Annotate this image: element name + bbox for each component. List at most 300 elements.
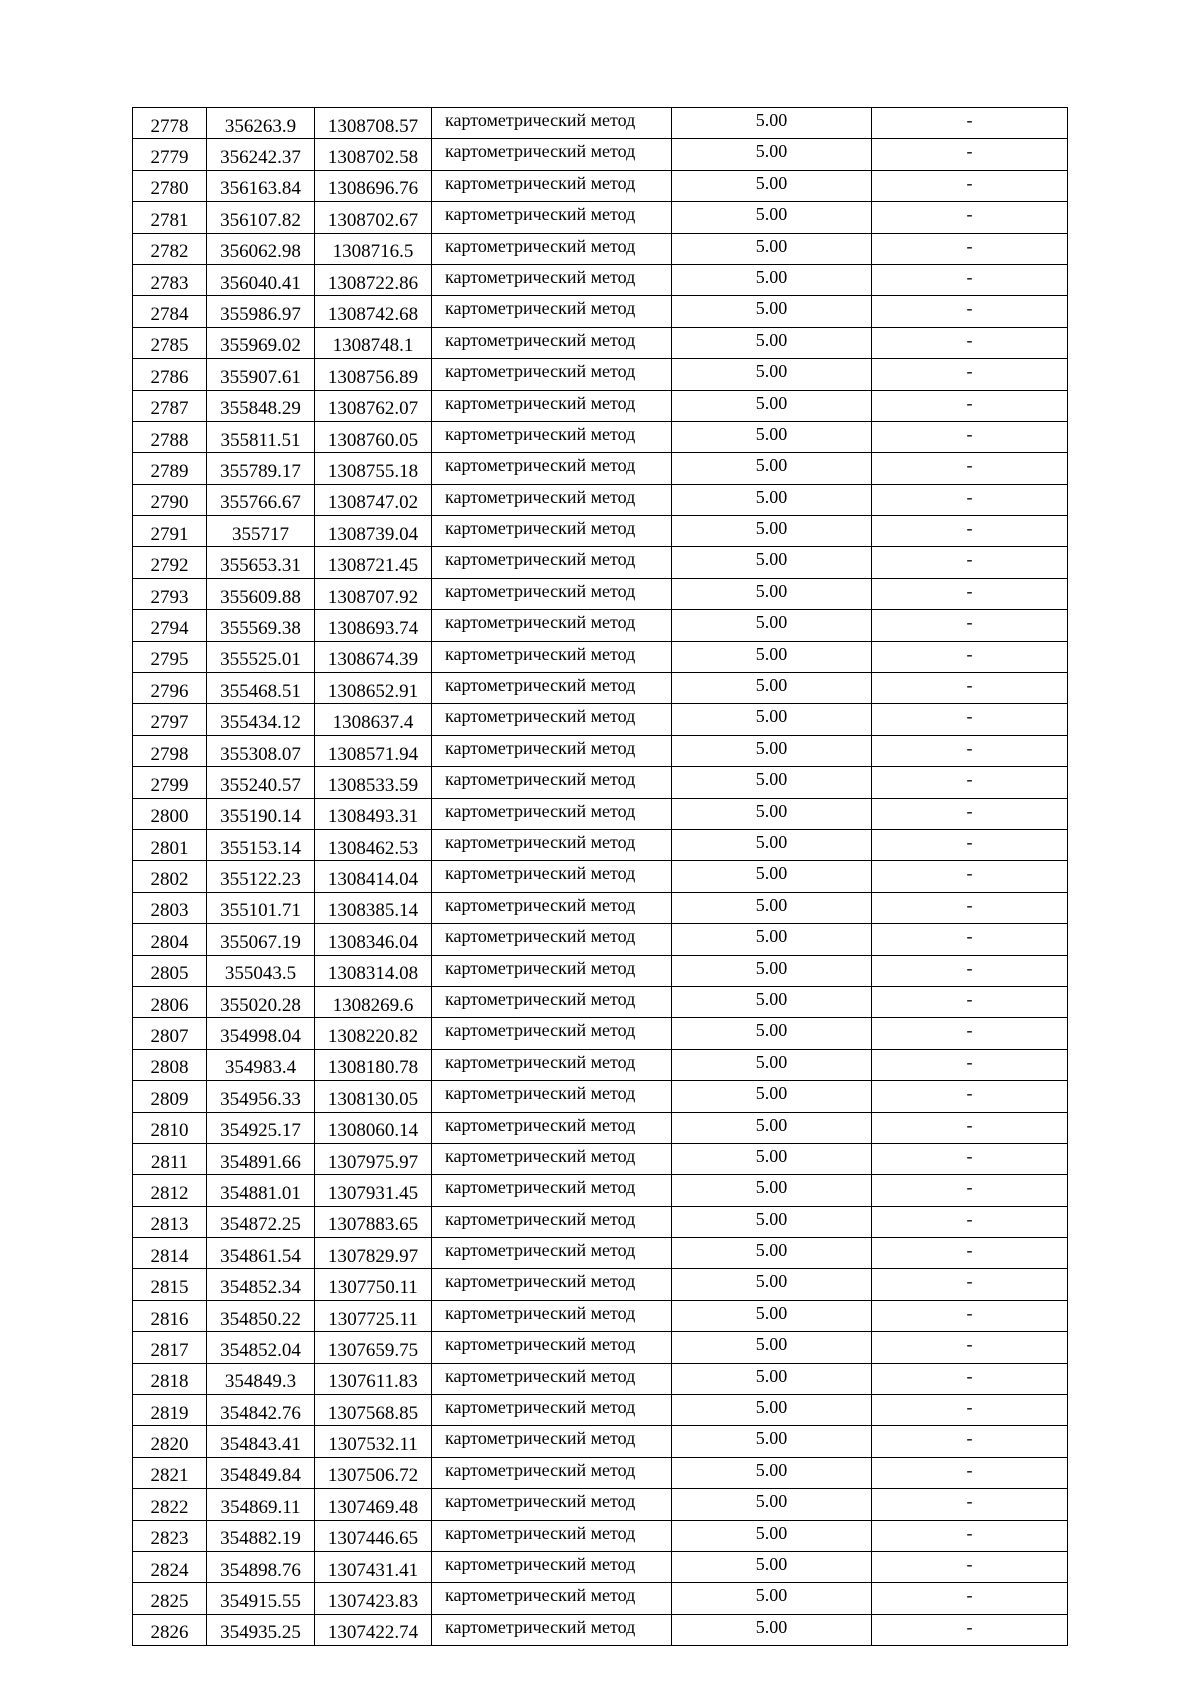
- y-coordinate-cell: 1307431.41: [315, 1551, 432, 1582]
- accuracy-cell: 5.00: [672, 233, 872, 264]
- x-coordinate-cell: 355986.97: [207, 296, 315, 327]
- point-number-cell: 2820: [133, 1426, 207, 1457]
- table-row: [133, 1300, 1068, 1331]
- note-cell: -: [872, 1112, 1068, 1143]
- x-coordinate-cell: 354998.04: [207, 1018, 315, 1049]
- note-cell: -: [872, 767, 1068, 798]
- table-row: [133, 1551, 1068, 1582]
- method-cell: картометрический метод: [432, 484, 672, 515]
- note-cell: -: [872, 1269, 1068, 1300]
- accuracy-cell: 5.00: [672, 1206, 872, 1237]
- note-cell: -: [872, 296, 1068, 327]
- table-row: [133, 735, 1068, 766]
- point-number-cell: 2783: [133, 264, 207, 295]
- y-coordinate-cell: 1308748.1: [315, 327, 432, 358]
- method-cell: картометрический метод: [432, 139, 672, 170]
- y-coordinate-cell: 1307931.45: [315, 1175, 432, 1206]
- point-number-cell: 2797: [133, 704, 207, 735]
- x-coordinate-cell: 354882.19: [207, 1520, 315, 1551]
- method-cell: картометрический метод: [432, 767, 672, 798]
- table-row: [133, 1332, 1068, 1363]
- table-row: [133, 1426, 1068, 1457]
- note-cell: -: [872, 484, 1068, 515]
- method-cell: картометрический метод: [432, 1300, 672, 1331]
- point-number-cell: 2808: [133, 1049, 207, 1080]
- point-number-cell: 2780: [133, 170, 207, 201]
- point-number-cell: 2814: [133, 1238, 207, 1269]
- accuracy-cell: 5.00: [672, 892, 872, 923]
- table-row: [133, 641, 1068, 672]
- x-coordinate-cell: 354850.22: [207, 1300, 315, 1331]
- y-coordinate-cell: 1308702.67: [315, 202, 432, 233]
- note-cell: -: [872, 1363, 1068, 1394]
- table-row: [133, 829, 1068, 860]
- y-coordinate-cell: 1308702.58: [315, 139, 432, 170]
- accuracy-cell: 5.00: [672, 170, 872, 201]
- method-cell: картометрический метод: [432, 578, 672, 609]
- accuracy-cell: 5.00: [672, 578, 872, 609]
- note-cell: -: [872, 610, 1068, 641]
- note-cell: -: [872, 986, 1068, 1017]
- point-number-cell: 2794: [133, 610, 207, 641]
- method-cell: картометрический метод: [432, 359, 672, 390]
- accuracy-cell: 5.00: [672, 1395, 872, 1426]
- method-cell: картометрический метод: [432, 1363, 672, 1394]
- method-cell: картометрический метод: [432, 547, 672, 578]
- point-number-cell: 2823: [133, 1520, 207, 1551]
- note-cell: -: [872, 1489, 1068, 1520]
- table-row: [133, 1049, 1068, 1080]
- point-number-cell: 2803: [133, 892, 207, 923]
- y-coordinate-cell: 1308571.94: [315, 735, 432, 766]
- table-row: [133, 1175, 1068, 1206]
- note-cell: -: [872, 892, 1068, 923]
- x-coordinate-cell: 355240.57: [207, 767, 315, 798]
- note-cell: -: [872, 673, 1068, 704]
- table-row: [133, 453, 1068, 484]
- x-coordinate-cell: 354842.76: [207, 1395, 315, 1426]
- y-coordinate-cell: 1308674.39: [315, 641, 432, 672]
- table-row: [133, 1238, 1068, 1269]
- accuracy-cell: 5.00: [672, 421, 872, 452]
- table-row: [133, 673, 1068, 704]
- note-cell: -: [872, 861, 1068, 892]
- method-cell: картометрический метод: [432, 264, 672, 295]
- note-cell: -: [872, 233, 1068, 264]
- point-number-cell: 2793: [133, 578, 207, 609]
- table-row: [133, 1143, 1068, 1174]
- note-cell: -: [872, 829, 1068, 860]
- method-cell: картометрический метод: [432, 202, 672, 233]
- x-coordinate-cell: 356163.84: [207, 170, 315, 201]
- accuracy-cell: 5.00: [672, 641, 872, 672]
- note-cell: -: [872, 139, 1068, 170]
- accuracy-cell: 5.00: [672, 1269, 872, 1300]
- y-coordinate-cell: 1308747.02: [315, 484, 432, 515]
- y-coordinate-cell: 1307659.75: [315, 1332, 432, 1363]
- note-cell: -: [872, 1143, 1068, 1174]
- point-number-cell: 2792: [133, 547, 207, 578]
- y-coordinate-cell: 1307422.74: [315, 1614, 432, 1645]
- y-coordinate-cell: 1308346.04: [315, 924, 432, 955]
- y-coordinate-cell: 1308762.07: [315, 390, 432, 421]
- method-cell: картометрический метод: [432, 1049, 672, 1080]
- accuracy-cell: 5.00: [672, 1363, 872, 1394]
- y-coordinate-cell: 1308739.04: [315, 516, 432, 547]
- table-row: [133, 1614, 1068, 1645]
- x-coordinate-cell: 355907.61: [207, 359, 315, 390]
- note-cell: -: [872, 202, 1068, 233]
- method-cell: картометрический метод: [432, 1269, 672, 1300]
- accuracy-cell: 5.00: [672, 1081, 872, 1112]
- note-cell: -: [872, 578, 1068, 609]
- point-number-cell: 2802: [133, 861, 207, 892]
- y-coordinate-cell: 1308385.14: [315, 892, 432, 923]
- y-coordinate-cell: 1308742.68: [315, 296, 432, 327]
- note-cell: -: [872, 1551, 1068, 1582]
- y-coordinate-cell: 1308708.57: [315, 108, 432, 139]
- accuracy-cell: 5.00: [672, 1520, 872, 1551]
- point-number-cell: 2801: [133, 829, 207, 860]
- x-coordinate-cell: 355020.28: [207, 986, 315, 1017]
- accuracy-cell: 5.00: [672, 1614, 872, 1645]
- note-cell: -: [872, 359, 1068, 390]
- accuracy-cell: 5.00: [672, 1175, 872, 1206]
- table-row: [133, 1520, 1068, 1551]
- method-cell: картометрический метод: [432, 955, 672, 986]
- accuracy-cell: 5.00: [672, 139, 872, 170]
- table-row: [133, 327, 1068, 358]
- x-coordinate-cell: 355043.5: [207, 955, 315, 986]
- table-row: [133, 233, 1068, 264]
- y-coordinate-cell: 1307883.65: [315, 1206, 432, 1237]
- y-coordinate-cell: 1308707.92: [315, 578, 432, 609]
- y-coordinate-cell: 1308130.05: [315, 1081, 432, 1112]
- x-coordinate-cell: 355789.17: [207, 453, 315, 484]
- y-coordinate-cell: 1308220.82: [315, 1018, 432, 1049]
- accuracy-cell: 5.00: [672, 924, 872, 955]
- method-cell: картометрический метод: [432, 1551, 672, 1582]
- accuracy-cell: 5.00: [672, 1583, 872, 1614]
- point-number-cell: 2821: [133, 1457, 207, 1488]
- method-cell: картометрический метод: [432, 1081, 672, 1112]
- accuracy-cell: 5.00: [672, 516, 872, 547]
- method-cell: картометрический метод: [432, 924, 672, 955]
- table-row: [133, 516, 1068, 547]
- accuracy-cell: 5.00: [672, 610, 872, 641]
- note-cell: -: [872, 1426, 1068, 1457]
- point-number-cell: 2800: [133, 798, 207, 829]
- accuracy-cell: 5.00: [672, 673, 872, 704]
- note-cell: -: [872, 798, 1068, 829]
- point-number-cell: 2789: [133, 453, 207, 484]
- note-cell: -: [872, 547, 1068, 578]
- point-number-cell: 2805: [133, 955, 207, 986]
- y-coordinate-cell: 1308493.31: [315, 798, 432, 829]
- table-row: [133, 484, 1068, 515]
- table-row: [133, 704, 1068, 735]
- method-cell: картометрический метод: [432, 1332, 672, 1363]
- note-cell: -: [872, 704, 1068, 735]
- note-cell: -: [872, 327, 1068, 358]
- x-coordinate-cell: 355153.14: [207, 829, 315, 860]
- table-row: [133, 1457, 1068, 1488]
- point-number-cell: 2784: [133, 296, 207, 327]
- accuracy-cell: 5.00: [672, 861, 872, 892]
- y-coordinate-cell: 1308755.18: [315, 453, 432, 484]
- method-cell: картометрический метод: [432, 1520, 672, 1551]
- accuracy-cell: 5.00: [672, 296, 872, 327]
- table-row: [133, 296, 1068, 327]
- y-coordinate-cell: 1307446.65: [315, 1520, 432, 1551]
- table-row: [133, 170, 1068, 201]
- method-cell: картометрический метод: [432, 641, 672, 672]
- accuracy-cell: 5.00: [672, 1238, 872, 1269]
- point-number-cell: 2825: [133, 1583, 207, 1614]
- table-row: [133, 547, 1068, 578]
- method-cell: картометрический метод: [432, 233, 672, 264]
- accuracy-cell: 5.00: [672, 359, 872, 390]
- note-cell: -: [872, 955, 1068, 986]
- table-row: [133, 139, 1068, 170]
- x-coordinate-cell: 356062.98: [207, 233, 315, 264]
- accuracy-cell: 5.00: [672, 1457, 872, 1488]
- table-row: [133, 1363, 1068, 1394]
- table-row: [133, 578, 1068, 609]
- note-cell: -: [872, 264, 1068, 295]
- method-cell: картометрический метод: [432, 735, 672, 766]
- x-coordinate-cell: 354843.41: [207, 1426, 315, 1457]
- x-coordinate-cell: 356242.37: [207, 139, 315, 170]
- y-coordinate-cell: 1307423.83: [315, 1583, 432, 1614]
- point-number-cell: 2796: [133, 673, 207, 704]
- x-coordinate-cell: 354956.33: [207, 1081, 315, 1112]
- table-row: [133, 1395, 1068, 1426]
- method-cell: картометрический метод: [432, 1112, 672, 1143]
- point-number-cell: 2826: [133, 1614, 207, 1645]
- note-cell: -: [872, 421, 1068, 452]
- y-coordinate-cell: 1308180.78: [315, 1049, 432, 1080]
- point-number-cell: 2817: [133, 1332, 207, 1363]
- y-coordinate-cell: 1307568.85: [315, 1395, 432, 1426]
- x-coordinate-cell: 356107.82: [207, 202, 315, 233]
- table-row: [133, 924, 1068, 955]
- accuracy-cell: 5.00: [672, 1426, 872, 1457]
- table-row: [133, 1489, 1068, 1520]
- method-cell: картометрический метод: [432, 986, 672, 1017]
- point-number-cell: 2815: [133, 1269, 207, 1300]
- x-coordinate-cell: 354872.25: [207, 1206, 315, 1237]
- method-cell: картометрический метод: [432, 327, 672, 358]
- point-number-cell: 2809: [133, 1081, 207, 1112]
- accuracy-cell: 5.00: [672, 1112, 872, 1143]
- table-row: [133, 390, 1068, 421]
- table-row: [133, 986, 1068, 1017]
- table-row: [133, 1018, 1068, 1049]
- table-row: [133, 767, 1068, 798]
- coordinates-table: [132, 107, 1068, 1646]
- accuracy-cell: 5.00: [672, 986, 872, 1017]
- y-coordinate-cell: 1308760.05: [315, 421, 432, 452]
- method-cell: картометрический метод: [432, 1426, 672, 1457]
- table-row: [133, 1112, 1068, 1143]
- method-cell: картометрический метод: [432, 1395, 672, 1426]
- point-number-cell: 2795: [133, 641, 207, 672]
- note-cell: -: [872, 1457, 1068, 1488]
- point-number-cell: 2822: [133, 1489, 207, 1520]
- x-coordinate-cell: 355766.67: [207, 484, 315, 515]
- x-coordinate-cell: 354891.66: [207, 1143, 315, 1174]
- accuracy-cell: 5.00: [672, 1018, 872, 1049]
- table-row: [133, 861, 1068, 892]
- point-number-cell: 2788: [133, 421, 207, 452]
- y-coordinate-cell: 1308721.45: [315, 547, 432, 578]
- method-cell: картометрический метод: [432, 1143, 672, 1174]
- x-coordinate-cell: 355609.88: [207, 578, 315, 609]
- table-row: [133, 108, 1068, 139]
- x-coordinate-cell: 355190.14: [207, 798, 315, 829]
- x-coordinate-cell: 354881.01: [207, 1175, 315, 1206]
- accuracy-cell: 5.00: [672, 955, 872, 986]
- y-coordinate-cell: 1308414.04: [315, 861, 432, 892]
- y-coordinate-cell: 1307829.97: [315, 1238, 432, 1269]
- note-cell: -: [872, 453, 1068, 484]
- method-cell: картометрический метод: [432, 516, 672, 547]
- note-cell: -: [872, 1332, 1068, 1363]
- method-cell: картометрический метод: [432, 421, 672, 452]
- x-coordinate-cell: 356040.41: [207, 264, 315, 295]
- accuracy-cell: 5.00: [672, 547, 872, 578]
- x-coordinate-cell: 355525.01: [207, 641, 315, 672]
- x-coordinate-cell: 355969.02: [207, 327, 315, 358]
- x-coordinate-cell: 354983.4: [207, 1049, 315, 1080]
- note-cell: -: [872, 735, 1068, 766]
- table-row: [133, 1206, 1068, 1237]
- table-row: [133, 264, 1068, 295]
- point-number-cell: 2779: [133, 139, 207, 170]
- note-cell: -: [872, 1583, 1068, 1614]
- note-cell: -: [872, 1520, 1068, 1551]
- accuracy-cell: 5.00: [672, 264, 872, 295]
- point-number-cell: 2791: [133, 516, 207, 547]
- note-cell: -: [872, 390, 1068, 421]
- accuracy-cell: 5.00: [672, 704, 872, 735]
- y-coordinate-cell: 1308756.89: [315, 359, 432, 390]
- y-coordinate-cell: 1307750.11: [315, 1269, 432, 1300]
- table-row: [133, 798, 1068, 829]
- x-coordinate-cell: 355811.51: [207, 421, 315, 452]
- x-coordinate-cell: 355101.71: [207, 892, 315, 923]
- y-coordinate-cell: 1308637.4: [315, 704, 432, 735]
- accuracy-cell: 5.00: [672, 1143, 872, 1174]
- y-coordinate-cell: 1307725.11: [315, 1300, 432, 1331]
- method-cell: картометрический метод: [432, 1489, 672, 1520]
- point-number-cell: 2790: [133, 484, 207, 515]
- point-number-cell: 2804: [133, 924, 207, 955]
- table-row: [133, 359, 1068, 390]
- y-coordinate-cell: 1308314.08: [315, 955, 432, 986]
- x-coordinate-cell: 354935.25: [207, 1614, 315, 1645]
- y-coordinate-cell: 1307975.97: [315, 1143, 432, 1174]
- accuracy-cell: 5.00: [672, 1551, 872, 1582]
- method-cell: картометрический метод: [432, 1238, 672, 1269]
- y-coordinate-cell: 1307532.11: [315, 1426, 432, 1457]
- x-coordinate-cell: 355717: [207, 516, 315, 547]
- method-cell: картометрический метод: [432, 1206, 672, 1237]
- x-coordinate-cell: 355569.38: [207, 610, 315, 641]
- point-number-cell: 2812: [133, 1175, 207, 1206]
- y-coordinate-cell: 1308462.53: [315, 829, 432, 860]
- method-cell: картометрический метод: [432, 296, 672, 327]
- note-cell: -: [872, 1238, 1068, 1269]
- table-row: [133, 202, 1068, 233]
- y-coordinate-cell: 1308722.86: [315, 264, 432, 295]
- note-cell: -: [872, 1049, 1068, 1080]
- note-cell: -: [872, 170, 1068, 201]
- y-coordinate-cell: 1308652.91: [315, 673, 432, 704]
- y-coordinate-cell: 1308693.74: [315, 610, 432, 641]
- accuracy-cell: 5.00: [672, 108, 872, 139]
- point-number-cell: 2781: [133, 202, 207, 233]
- method-cell: картометрический метод: [432, 704, 672, 735]
- accuracy-cell: 5.00: [672, 484, 872, 515]
- x-coordinate-cell: 355653.31: [207, 547, 315, 578]
- point-number-cell: 2786: [133, 359, 207, 390]
- y-coordinate-cell: 1308716.5: [315, 233, 432, 264]
- method-cell: картометрический метод: [432, 892, 672, 923]
- note-cell: -: [872, 1300, 1068, 1331]
- note-cell: -: [872, 1614, 1068, 1645]
- accuracy-cell: 5.00: [672, 798, 872, 829]
- method-cell: картометрический метод: [432, 453, 672, 484]
- accuracy-cell: 5.00: [672, 767, 872, 798]
- accuracy-cell: 5.00: [672, 1332, 872, 1363]
- y-coordinate-cell: 1308269.6: [315, 986, 432, 1017]
- x-coordinate-cell: 354849.84: [207, 1457, 315, 1488]
- x-coordinate-cell: 354852.04: [207, 1332, 315, 1363]
- method-cell: картометрический метод: [432, 673, 672, 704]
- note-cell: -: [872, 641, 1068, 672]
- accuracy-cell: 5.00: [672, 390, 872, 421]
- y-coordinate-cell: 1308696.76: [315, 170, 432, 201]
- method-cell: картометрический метод: [432, 1457, 672, 1488]
- note-cell: -: [872, 1018, 1068, 1049]
- x-coordinate-cell: 356263.9: [207, 108, 315, 139]
- x-coordinate-cell: 355434.12: [207, 704, 315, 735]
- x-coordinate-cell: 354861.54: [207, 1238, 315, 1269]
- note-cell: -: [872, 924, 1068, 955]
- point-number-cell: 2785: [133, 327, 207, 358]
- point-number-cell: 2813: [133, 1206, 207, 1237]
- point-number-cell: 2816: [133, 1300, 207, 1331]
- x-coordinate-cell: 354869.11: [207, 1489, 315, 1520]
- method-cell: картометрический метод: [432, 610, 672, 641]
- x-coordinate-cell: 355308.07: [207, 735, 315, 766]
- accuracy-cell: 5.00: [672, 1049, 872, 1080]
- y-coordinate-cell: 1307611.83: [315, 1363, 432, 1394]
- accuracy-cell: 5.00: [672, 735, 872, 766]
- point-number-cell: 2811: [133, 1143, 207, 1174]
- accuracy-cell: 5.00: [672, 1300, 872, 1331]
- table-row: [133, 892, 1068, 923]
- table-row: [133, 1081, 1068, 1112]
- x-coordinate-cell: 354898.76: [207, 1551, 315, 1582]
- method-cell: картометрический метод: [432, 829, 672, 860]
- y-coordinate-cell: 1307506.72: [315, 1457, 432, 1488]
- method-cell: картометрический метод: [432, 1583, 672, 1614]
- point-number-cell: 2787: [133, 390, 207, 421]
- x-coordinate-cell: 355067.19: [207, 924, 315, 955]
